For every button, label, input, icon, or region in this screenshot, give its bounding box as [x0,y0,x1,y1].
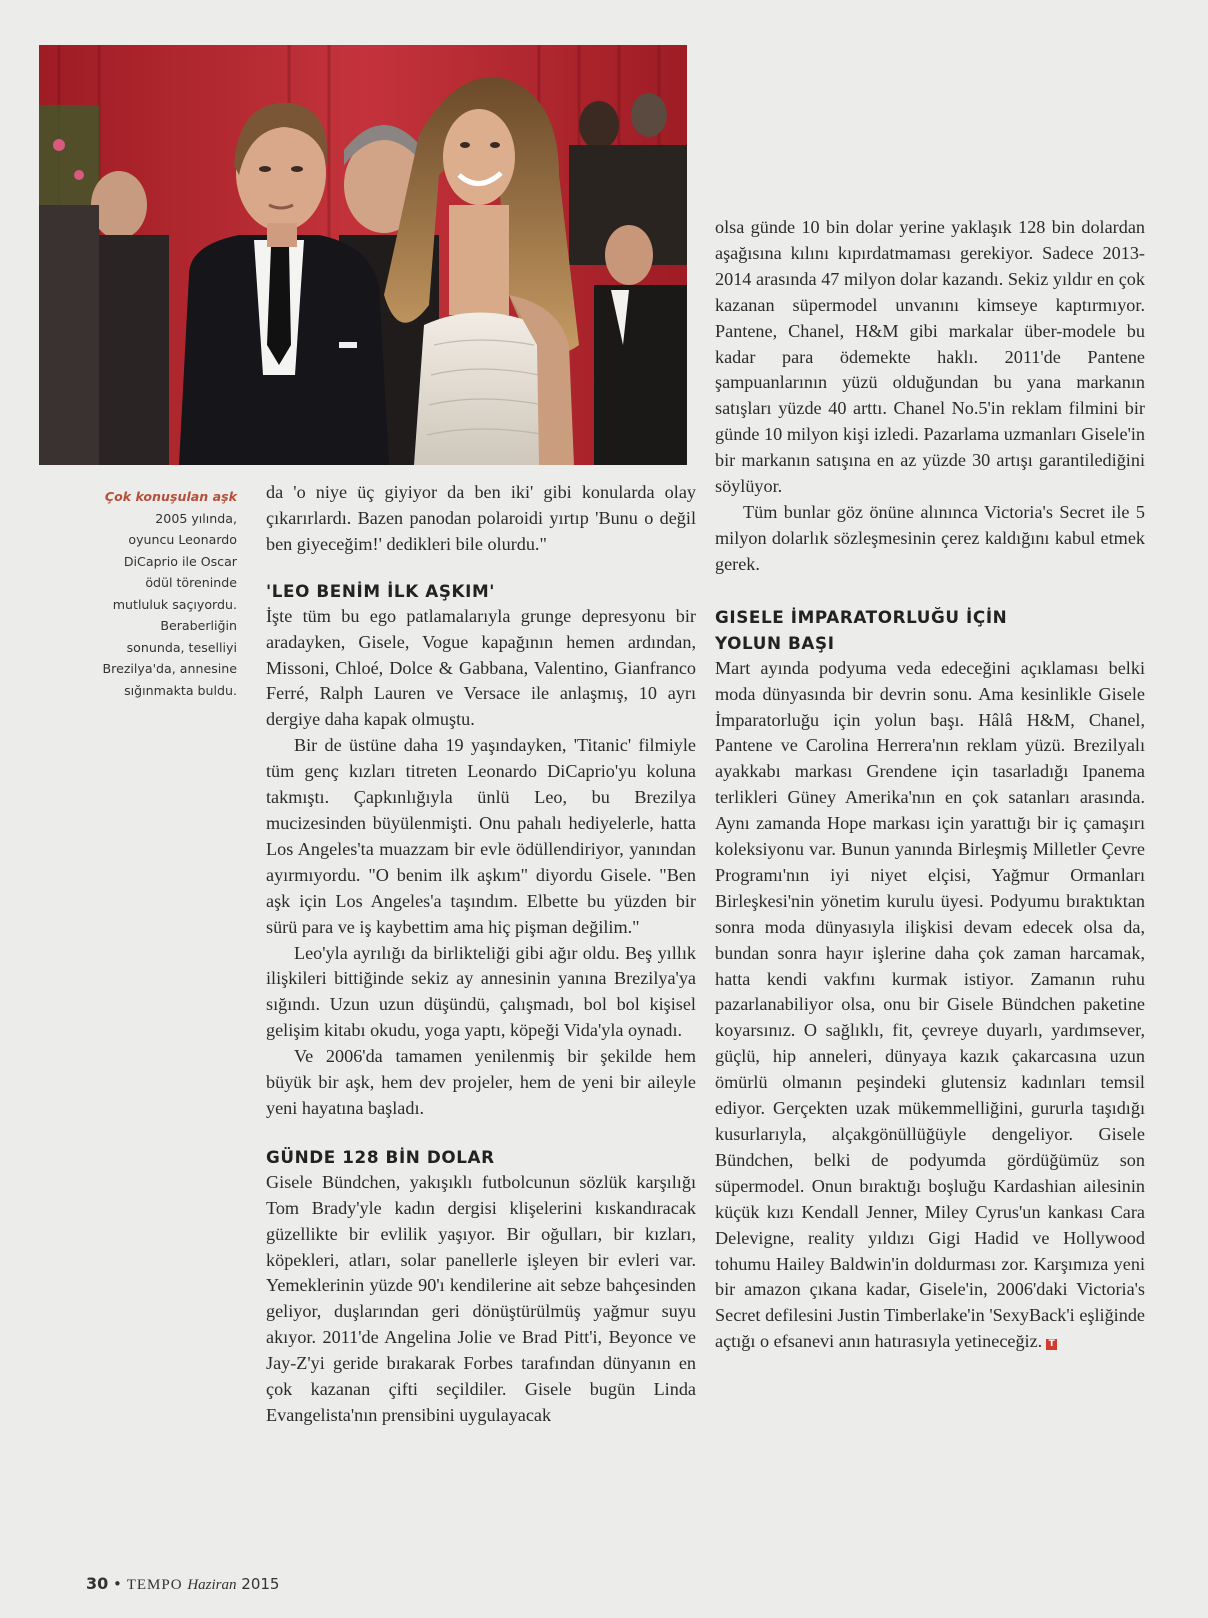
paragraph: İşte tüm bu ego patlamalarıyla grunge depresyonu bir aradayken, Gisele, Vogue kapağının hemen ardından, Missoni, Chloé, Dolce & Gabbana, Valentino, Gianfranco Ferré, Ralph Lauren ve Versace ile anlaşmış, 10 ayrı dergiye daha kapak olmuştu. [266,605,696,730]
paragraph-text: Mart ayında podyuma veda edeceğini açıklaması belki moda dünyasında bir devrin sonu. Ama kesinlikle Gisele İmparatorluğu için yolun başı. Hâlâ H&M, Chanel, Pantene ve Carolina Herrera'nın reklam yüzü. Brezilyalı ayakkabı markası Grendene için tasarladığı Ipanema terlikleri Güney Amerika'nın en çok satanları arasında. Aynı zamanda Hope markası için yarattığı bir iç çamaşırı koleksiyonu var. Bunun yanında Birleşmiş Milletler Çevre Programı'nın iyi niyet elçisi, Yağmur Ormanları Birleşkesi'nin yönetim kurulu üyesi. Podyumu bıraktıktan sonra moda dünyasıyla ilişkisi devam edecek olsa da, bundan sonra hayır işlerine daha çok zaman harcamak, hatta kendi vakfını kurmak istiyor. Zamanın ruhu pazarlanabiliyor olsa, onu bir Gisele Bündchen paketine koyarsınız. O sağlıklı, fit, çevreye duyarlı, yardımsever, güçlü, hip anneleri, dünyaya kazık çakarcasına uzun ömürlü olmanın peşindeki glutensiz kadınları temsil ediyor. Gerçekten uzak mükemmelliğini, gururla taşıdığı kusurlarıyla, alçakgönüllüğüyle dengeliyor. Gisele Bündchen, belki de podyumda gördüğümüz son süpermodel. Onun bıraktığı boşluğu Kardashian ailesinin küçük kızı Kendall Jenner, Miley Cyrus'un kankası Cara Delevigne, reality yıldızı Gigi Hadid ve Hollywood tohumu Hailey Baldwin'in doldurması zor. Karşımıza yeni bir amazon çıkana kadar, Gisele'in, 2006'daki Victoria's Secret defilesini Justin Timberlake'in 'SexyBack'i eşliğinde açtığı o efsanevi anın hatırasıyla yetineceğiz. [715,657,1145,1352]
section-heading-leo: 'LEO BENİM İLK AŞKIM' [266,580,496,601]
caption-line: mutluluk saçıyordu. [112,596,237,612]
article-column-middle [266,480,696,1429]
article-photo [39,45,687,465]
caption-line: sığınmakta buldu. [124,682,237,698]
paragraph: Leo'yla ayrılığı da birlikteliği gibi ağır oldu. Beş yıllık ilişkileri bittiğinde sekiz ay annesinin yanına Brezilya'ya sığındı. Uzun uzun düşündü, çalışmadı, bol bol kişisel gelişim kitabı okudu, yoga yaptı, köpeği Vida'yla oynadı. [266,942,696,1041]
issue-month: Haziran [187,1577,237,1593]
paragraph: olsa günde 10 bin dolar yerine yaklaşık 128 bin dolardan aşağısına kılını kıpırdatmaması gerekiyor. Sadece 2013-2014 arasında 47 milyon dolar kazandı. Sekiz yıldır en çok kazanan süpermodel unvanını kimseye kaptırmıyor. Pantene, Chanel, H&M gibi markalar über-modele bu kadar para ödemekte haklı. 2011'de Pantene şampuanlarının yüzü olduğundan bu yana markanın satışları yüzde 40 arttı. Chanel No.5'in reklam filmini bir günde 10 milyon kişi izledi. Pazarlama uzmanları Gisele'in bir markanın satışına en az yüzde 30 artışı garantilediğini söylüyor. [715,217,1145,497]
page-number: 30 [86,1574,109,1593]
photo-illustration [39,45,687,465]
paragraph: Ve 2006'da tamamen yenilenmiş bir şekilde hem büyük bir aşk, hem dev projeler, hem de yeni bir aileyle yeni hayatına başladı. [266,1046,696,1118]
section-heading-imparatorluk-line2: YOLUN BAŞI [715,632,835,653]
paragraph: Tüm bunlar göz önüne alınınca Victoria's Secret ile 5 milyon dolarlık sözleşmesinin çerez kaldığını kabul etmek gerek. [715,501,1145,574]
paragraph [715,656,1145,1355]
article-column-right [715,215,1145,1355]
paragraph: Gisele Bündchen, yakışıklı futbolcunun sözlük karşılığı Tom Brady'yle kadın dergisi klişelerini kıskandıracak güzellikte bir evlilik yaşıyor. Bir oğulları, bir kızları, köpekleri, atları, solar panellerle işleyen bir evleri var. Yemeklerinin yüzde 90'ı kendilerine ait sebze bahçesinden geliyor, duşlarından geri dönüştürülmüş yağmur suyu akıyor. 2011'de Angelina Jolie ve Brad Pitt'i, Beyonce ve Jay-Z'yi geride bırakarak Forbes tarafından dünyanın en çok kazanan çifti seçildiler. Gisele bugün Linda Evangelista'nın prensibini uygulayacak [266,1171,696,1425]
caption-title: Çok konuşulan aşk [104,489,237,504]
photo-caption [62,486,237,701]
section-heading-128-bin: GÜNDE 128 BİN DOLAR [266,1146,495,1167]
caption-line: oyuncu Leonardo [128,532,237,547]
magazine-name: TEMPO [126,1577,183,1593]
caption-line: ödül töreninde [145,575,237,590]
caption-line: DiCaprio ile Oscar [123,553,237,569]
page-footer [86,1574,279,1594]
issue-year: 2015 [241,1575,280,1593]
caption-line: Brezilya'da, annesine [102,661,237,676]
tempo-end-mark-icon: T [1046,1339,1057,1350]
caption-line: 2005 yılında, [155,510,237,526]
caption-line: sonunda, teselliyi [126,639,237,655]
section-heading-imparatorluk: GISELE İMPARATORLUĞU İÇİN [715,606,1008,627]
footer-bullet: • [113,1575,122,1593]
paragraph: Bir de üstüne daha 19 yaşındayken, 'Titanic' filmiyle tüm genç kızları titreten Leonardo DiCaprio'yu koluna takmıştı. Çapkınlığıyla ünlü Leo, bu Brezilya mucizesinden büyülenmişti. Onu pahalı hediyelerle, hatta Los Angeles'ta muazzam bir evle ödüllendiriyor, yanından ayırmıyordu. "O benim ilk aşkım" diyordu Gisele. "Ben aşk için Los Angeles'a taşındım. Elbette bu yüzden bir sürü para ve iş kaybettim ama hiç pişman değilim." [266,735,696,937]
caption-line: Beraberliğin [160,618,237,633]
paragraph: da 'o niye üç giyiyor da ben iki' gibi konularda olay çıkarırlardı. Bazen panodan polaroidi yırtıp 'Bunu o değil ben giyeceğim!' dedikleri bile olurdu." [266,482,696,554]
